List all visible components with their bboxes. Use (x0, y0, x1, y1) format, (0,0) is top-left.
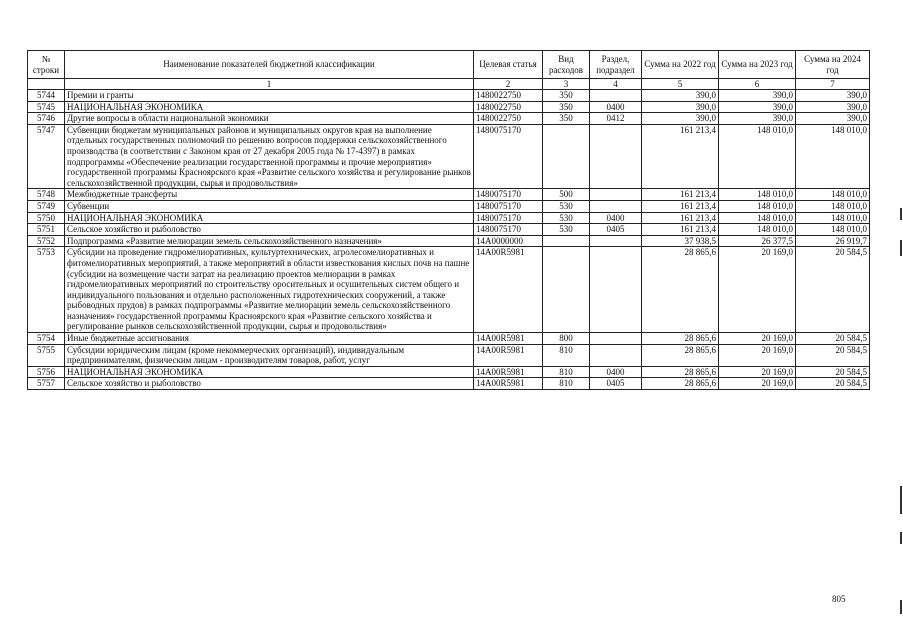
cell-sum-2022: 390,0 (642, 113, 719, 125)
cell-expense-type (543, 235, 590, 247)
cell-sum-2022: 161 213,4 (642, 200, 719, 212)
header-expense-type: Вид расходов (543, 51, 590, 79)
cell-target-article: 14А0000000 (474, 235, 543, 247)
cell-sum-2023: 20 169,0 (719, 333, 796, 345)
cell-sum-2023: 148 010,0 (719, 189, 796, 201)
cell-row-no: 5753 (28, 247, 65, 333)
cell-sum-2022: 161 213,4 (642, 212, 719, 224)
table-row (28, 189, 870, 201)
cell-section: 0400 (590, 366, 642, 378)
cell-section (590, 189, 642, 201)
cell-name: Сельское хозяйство и рыболовство (65, 378, 474, 390)
cell-expense-type: 800 (543, 333, 590, 345)
header-name: Наименование показателей бюджетной классификации (65, 51, 474, 79)
cell-sum-2024: 20 584,5 (796, 344, 870, 366)
header-section: Раздел, подраздел (590, 51, 642, 79)
cell-sum-2022: 161 213,4 (642, 224, 719, 236)
cell-sum-2024: 148 010,0 (796, 224, 870, 236)
cell-name: Субсидии юридическим лицам (кроме некоммерческих организаций), индивидуальным предпринимателям, физическим лицам - производителям товаров, работ, услуг (65, 344, 474, 366)
column-number (28, 79, 65, 90)
cell-sum-2023: 20 169,0 (719, 366, 796, 378)
cell-row-no: 5747 (28, 124, 65, 189)
cell-name: Другие вопросы в области национальной экономики (65, 113, 474, 125)
header-sum-2024: Сумма на 2024 год (796, 51, 870, 79)
header-sum-2022: Сумма на 2022 год (642, 51, 719, 79)
cell-row-no: 5744 (28, 90, 65, 102)
cell-sum-2024: 390,0 (796, 113, 870, 125)
table-row (28, 113, 870, 125)
table-row (28, 366, 870, 378)
scan-edge-mark (900, 532, 902, 544)
cell-section: 0405 (590, 378, 642, 390)
cell-target-article: 1480022750 (474, 113, 543, 125)
cell-expense-type: 350 (543, 113, 590, 125)
cell-expense-type: 810 (543, 344, 590, 366)
cell-sum-2023: 148 010,0 (719, 224, 796, 236)
cell-sum-2024: 20 584,5 (796, 333, 870, 345)
table-row (28, 247, 870, 333)
header-sum-2023: Сумма на 2023 год (719, 51, 796, 79)
cell-row-no: 5750 (28, 212, 65, 224)
scan-edge-mark (900, 240, 902, 256)
cell-expense-type (543, 247, 590, 333)
cell-target-article: 1480075170 (474, 189, 543, 201)
cell-sum-2023: 20 169,0 (719, 378, 796, 390)
cell-sum-2023: 390,0 (719, 101, 796, 113)
cell-section (590, 200, 642, 212)
table-row (28, 124, 870, 189)
cell-name: Субсидии на проведение гидромелиоративных, культуртехнических, агролесомелиоративных и фитомелиоративных мероприятий, а также мероприятий в области известкования кислых почв на пашне (субсидии на возмещение части затрат на реализацию проектов мелиорации в рамках гидромелиоративных мероприятий по строительству оросительных и осушительных систем общего и индивидуального пользования и отдельно расположенных гидротехнических сооружений, а также рыбоводных прудов) в рамках подпрограммы «Развитие мелиорации земель сельскохозяйственного назначения» государственной программы Красноярского края «Развитие сельского хозяйства и регулирование рынков сельскохозяйственной продукции, сырья и продовольствия» (65, 247, 474, 333)
cell-target-article: 1480022750 (474, 101, 543, 113)
cell-sum-2024: 148 010,0 (796, 189, 870, 201)
table-row (28, 90, 870, 102)
page-number: 805 (832, 594, 846, 604)
cell-target-article: 1480075170 (474, 124, 543, 189)
cell-sum-2024: 26 919,7 (796, 235, 870, 247)
cell-target-article: 14А00R5981 (474, 378, 543, 390)
cell-target-article: 1480075170 (474, 212, 543, 224)
cell-expense-type: 500 (543, 189, 590, 201)
cell-row-no: 5751 (28, 224, 65, 236)
cell-name: НАЦИОНАЛЬНАЯ ЭКОНОМИКА (65, 212, 474, 224)
cell-section (590, 90, 642, 102)
cell-sum-2024: 148 010,0 (796, 212, 870, 224)
cell-sum-2024: 20 584,5 (796, 378, 870, 390)
cell-expense-type: 810 (543, 378, 590, 390)
column-number: 3 (543, 79, 590, 90)
column-number: 5 (642, 79, 719, 90)
cell-sum-2024: 390,0 (796, 90, 870, 102)
cell-sum-2024: 148 010,0 (796, 124, 870, 189)
cell-sum-2023: 20 169,0 (719, 344, 796, 366)
cell-sum-2024: 20 584,5 (796, 247, 870, 333)
cell-sum-2022: 28 865,6 (642, 344, 719, 366)
table-header-row (28, 51, 870, 79)
cell-sum-2023: 390,0 (719, 90, 796, 102)
cell-target-article: 14А00R5981 (474, 333, 543, 345)
scan-edge-mark (900, 208, 902, 220)
cell-section (590, 344, 642, 366)
cell-row-no: 5748 (28, 189, 65, 201)
cell-expense-type (543, 124, 590, 189)
cell-target-article: 14А00R5981 (474, 344, 543, 366)
cell-expense-type: 350 (543, 101, 590, 113)
cell-sum-2022: 28 865,6 (642, 366, 719, 378)
cell-section: 0405 (590, 224, 642, 236)
cell-row-no: 5754 (28, 333, 65, 345)
cell-row-no: 5755 (28, 344, 65, 366)
cell-name: Субвенции (65, 200, 474, 212)
cell-sum-2023: 390,0 (719, 113, 796, 125)
cell-sum-2023: 148 010,0 (719, 200, 796, 212)
cell-expense-type: 810 (543, 366, 590, 378)
cell-sum-2024: 390,0 (796, 101, 870, 113)
cell-sum-2022: 390,0 (642, 90, 719, 102)
cell-sum-2022: 161 213,4 (642, 189, 719, 201)
cell-section: 0400 (590, 212, 642, 224)
cell-name: Субвенции бюджетам муниципальных районов и муниципальных округов края на выполнение отдельных государственных полномочий по решению вопросов поддержки сельскохозяйственного производства (в соответствии с Законом края от 27 декабря 2005 года № 17-4397) в рамках подпрограммы «Обеспечение реализации государственной программы и прочие мероприятия» государственной программы Красноярского края «Развитие сельского хозяйства и регулирование рынков сельскохозяйственной продукции, сырья и продовольствия» (65, 124, 474, 189)
table-row (28, 333, 870, 345)
cell-section (590, 124, 642, 189)
cell-sum-2022: 28 865,6 (642, 333, 719, 345)
cell-target-article: 14А00R5981 (474, 247, 543, 333)
cell-row-no: 5752 (28, 235, 65, 247)
table-row (28, 101, 870, 113)
column-number: 6 (719, 79, 796, 90)
cell-section: 0412 (590, 113, 642, 125)
cell-name: Подпрограмма «Развитие мелиорации земель сельскохозяйственного назначения» (65, 235, 474, 247)
cell-target-article: 14А00R5981 (474, 366, 543, 378)
cell-expense-type: 350 (543, 90, 590, 102)
cell-name: Сельское хозяйство и рыболовство (65, 224, 474, 236)
cell-section (590, 247, 642, 333)
table-row (28, 212, 870, 224)
column-number: 7 (796, 79, 870, 90)
cell-sum-2024: 20 584,5 (796, 366, 870, 378)
cell-sum-2024: 148 010,0 (796, 200, 870, 212)
cell-name: Иные бюджетные ассигнования (65, 333, 474, 345)
cell-section (590, 333, 642, 345)
column-number: 2 (474, 79, 543, 90)
table-row (28, 378, 870, 390)
cell-expense-type: 530 (543, 224, 590, 236)
cell-section (590, 235, 642, 247)
cell-sum-2023: 148 010,0 (719, 212, 796, 224)
header-target-article: Целевая статья (474, 51, 543, 79)
column-number-row (28, 79, 870, 90)
cell-sum-2022: 390,0 (642, 101, 719, 113)
cell-sum-2023: 148 010,0 (719, 124, 796, 189)
cell-expense-type: 530 (543, 200, 590, 212)
cell-name: НАЦИОНАЛЬНАЯ ЭКОНОМИКА (65, 366, 474, 378)
cell-expense-type: 530 (543, 212, 590, 224)
cell-row-no: 5757 (28, 378, 65, 390)
cell-sum-2022: 161 213,4 (642, 124, 719, 189)
cell-target-article: 1480075170 (474, 200, 543, 212)
table-row (28, 224, 870, 236)
cell-row-no: 5746 (28, 113, 65, 125)
scan-edge-mark (900, 600, 902, 614)
cell-sum-2023: 20 169,0 (719, 247, 796, 333)
cell-target-article: 1480022750 (474, 90, 543, 102)
cell-row-no: 5756 (28, 366, 65, 378)
cell-section: 0400 (590, 101, 642, 113)
cell-sum-2022: 28 865,6 (642, 378, 719, 390)
column-number: 1 (65, 79, 474, 90)
column-number: 4 (590, 79, 642, 90)
scan-edge-mark (900, 486, 902, 514)
table-row (28, 200, 870, 212)
table-row (28, 344, 870, 366)
cell-row-no: 5745 (28, 101, 65, 113)
cell-sum-2023: 26 377,5 (719, 235, 796, 247)
cell-name: Межбюджетные трансферты (65, 189, 474, 201)
cell-row-no: 5749 (28, 200, 65, 212)
header-row-no: № строки (28, 51, 65, 79)
cell-target-article: 1480075170 (474, 224, 543, 236)
cell-name: НАЦИОНАЛЬНАЯ ЭКОНОМИКА (65, 101, 474, 113)
cell-name: Премии и гранты (65, 90, 474, 102)
cell-sum-2022: 37 938,5 (642, 235, 719, 247)
cell-sum-2022: 28 865,6 (642, 247, 719, 333)
table-row (28, 235, 870, 247)
budget-table (27, 50, 870, 390)
